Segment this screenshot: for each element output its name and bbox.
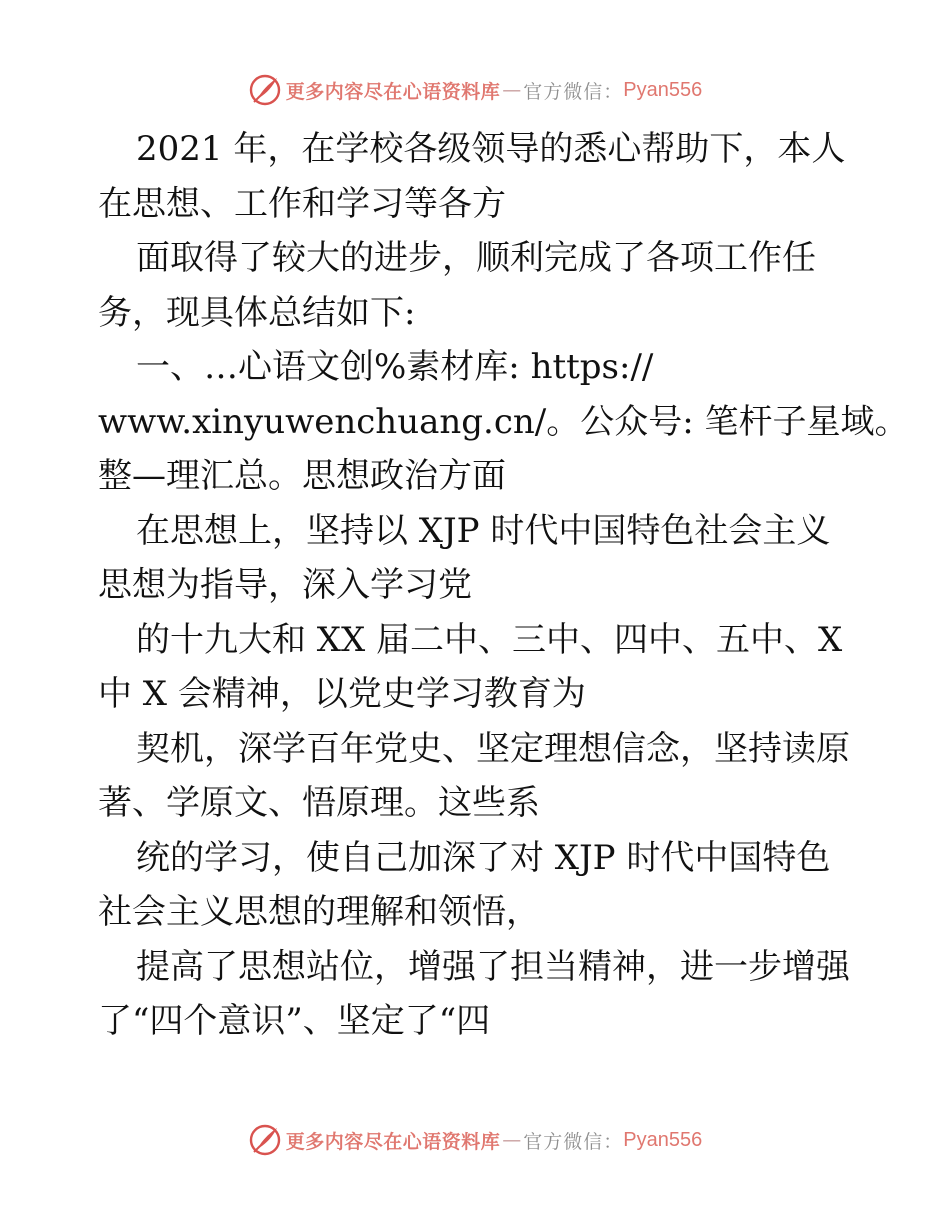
text-line: www.xinyuwenchuang.cn/。公众号: 笔杆子星域。 <box>98 401 909 442</box>
text-line: 在思想、工作和学习等各方 <box>98 183 506 224</box>
watermark-wechat-id: Pyan556 <box>623 78 703 101</box>
text-line: 著、学原文、悟原理。这些系 <box>98 783 540 823</box>
quill-logo-icon <box>248 73 282 107</box>
watermark-wechat-id: Pyan556 <box>623 1128 703 1151</box>
watermark-wechat-label: 官方微信： <box>523 80 624 103</box>
quill-logo-icon <box>248 1123 282 1157</box>
watermark-wechat-label: 官方微信： <box>523 1130 624 1153</box>
watermark-brand-text: 更多内容尽在心语资料库 <box>285 80 501 103</box>
text-line: 2021 年，在学校各级领导的悉心帮助下，本人 <box>136 129 846 169</box>
watermark-brand-text: 更多内容尽在心语资料库 <box>285 1130 501 1153</box>
text-line: 提高了思想站位，增强了担当精神，进一步增强 <box>136 946 850 987</box>
watermark-banner-top <box>0 70 950 110</box>
text-line: 一、…心语文创%素材库: https:// <box>136 347 654 387</box>
text-line: 了“四个意识”、坚定了“四 <box>98 1001 491 1041</box>
text-line: 在思想上，坚持以 XJP 时代中国特色社会主义 <box>136 510 831 551</box>
text-line: 契机，深学百年党史、坚定理想信念，坚持读原 <box>136 728 850 769</box>
text-line: 整—理汇总。思想政治方面 <box>98 456 506 496</box>
text-line: 务，现具体总结如下: <box>98 292 416 333</box>
document-body <box>98 122 909 1049</box>
watermark-separator: — <box>502 79 522 101</box>
watermark-separator: — <box>502 1129 522 1151</box>
text-line: 中 X 会精神，以党史学习教育为 <box>98 674 586 714</box>
text-line: 的十九大和 XX 届二中、三中、四中、五中、X <box>136 619 843 660</box>
text-line: 社会主义思想的理解和领悟， <box>98 892 540 932</box>
watermark-banner-bottom <box>0 1120 950 1160</box>
text-line: 面取得了较大的进步，顺利完成了各项工作任 <box>136 238 816 278</box>
text-line: 统的学习，使自己加深了对 XJP 时代中国特色 <box>136 837 831 878</box>
text-line: 思想为指导，深入学习党 <box>98 565 472 605</box>
